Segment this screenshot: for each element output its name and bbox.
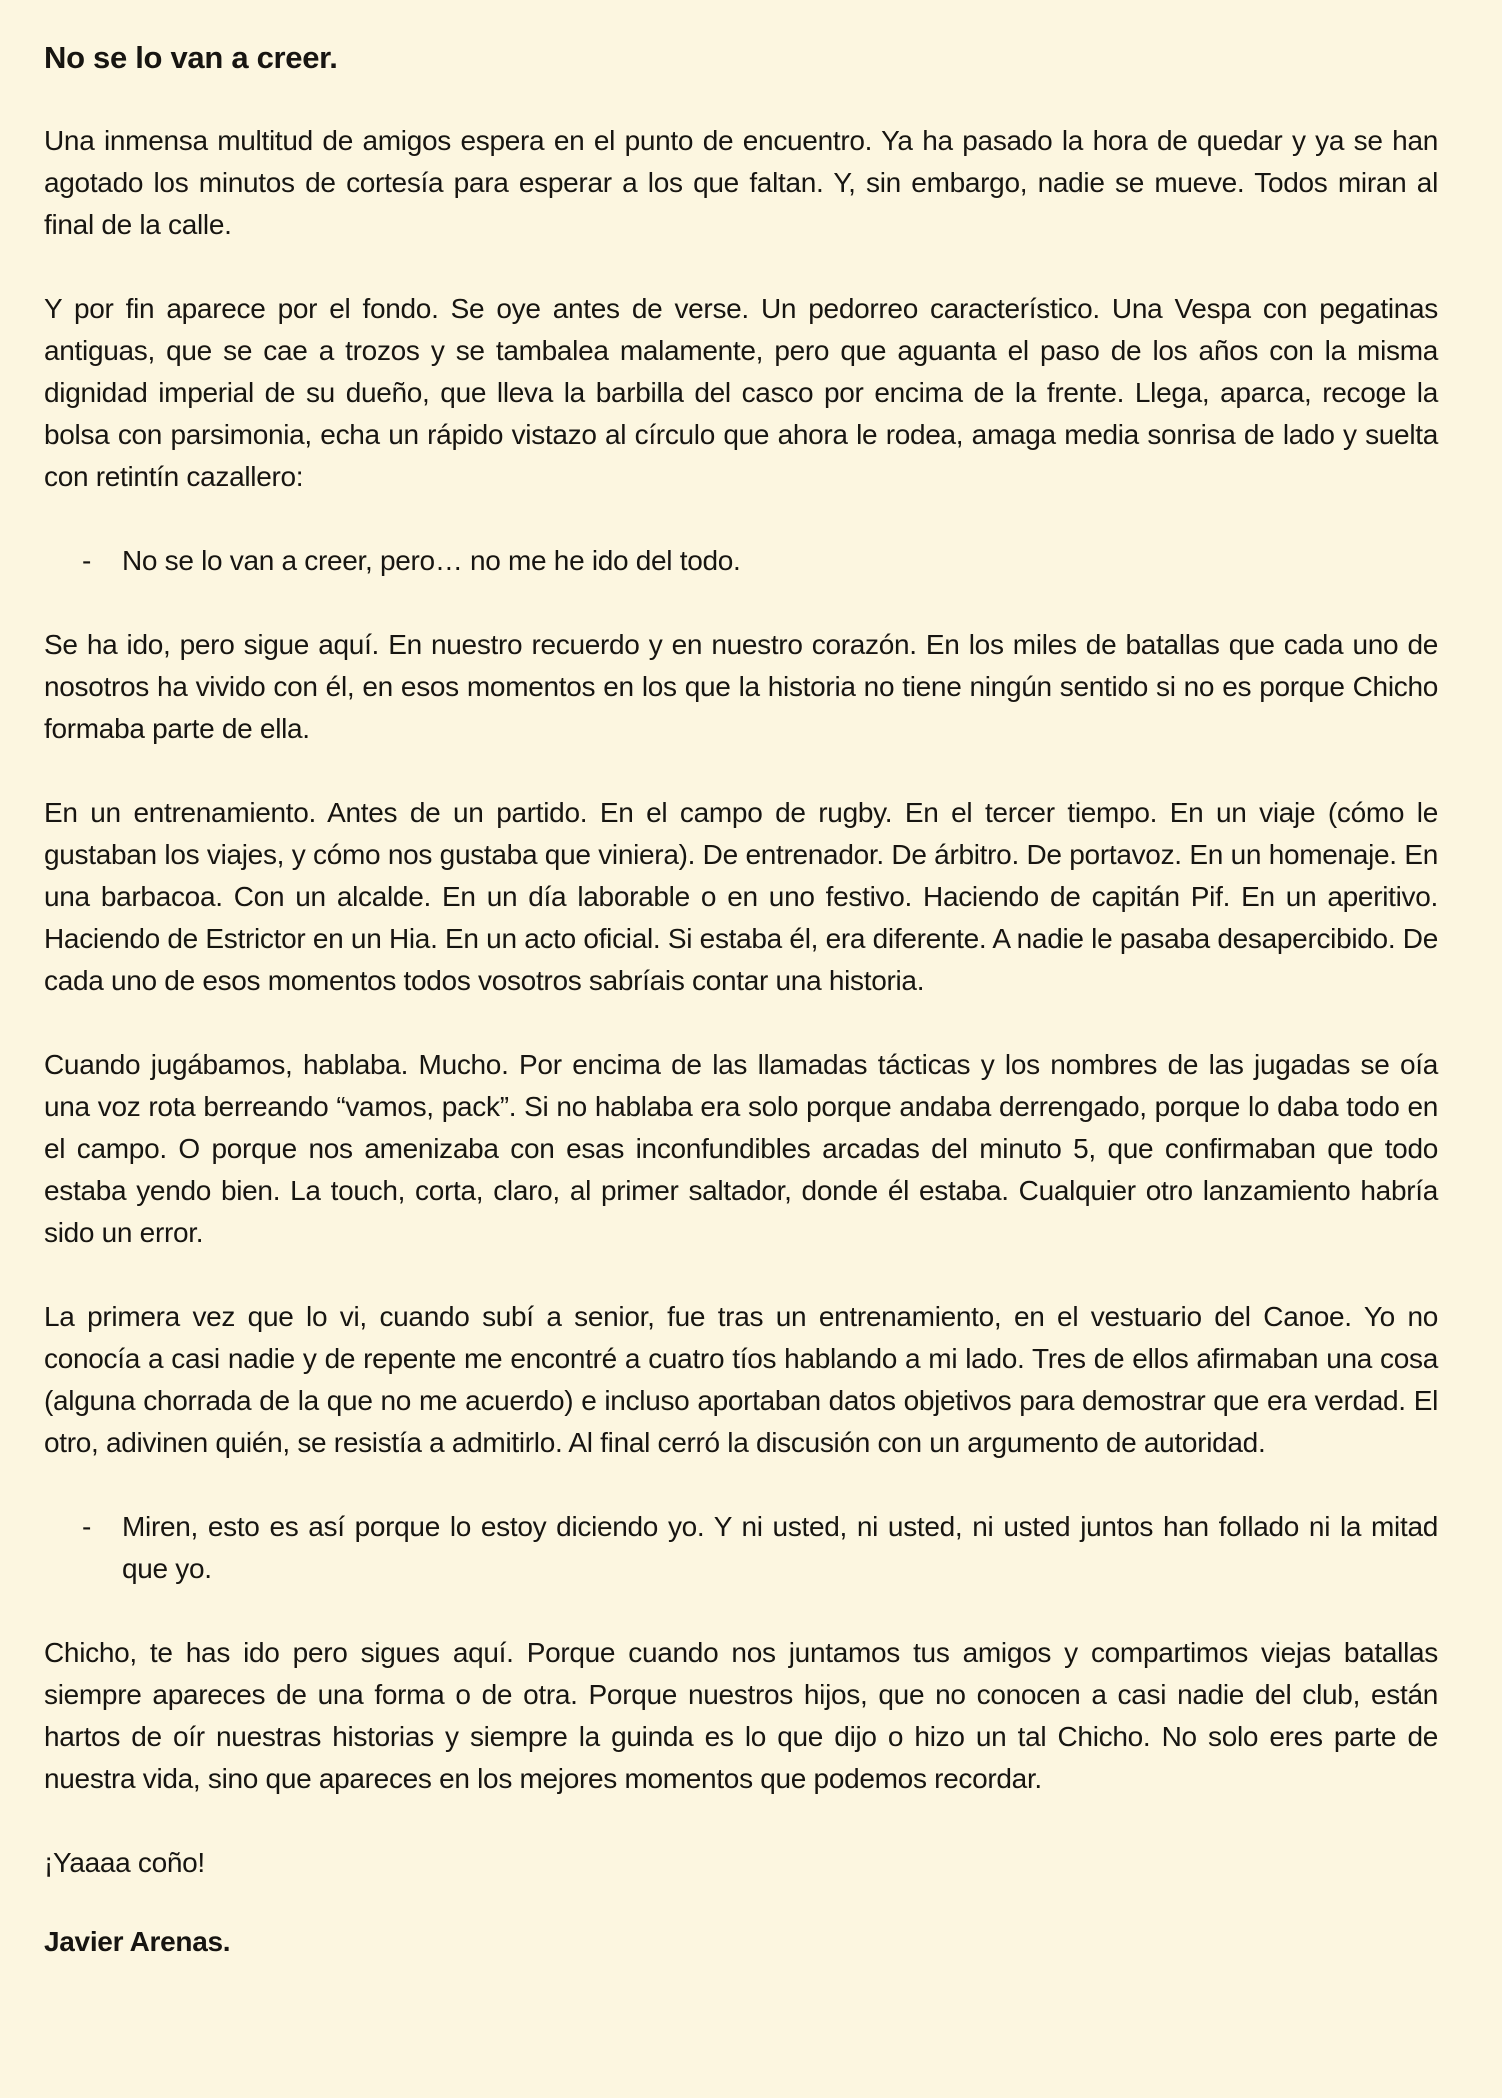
paragraph: Y por fin aparece por el fondo. Se oye antes de verse. Un pedorreo característico. Una Vespa con pegatinas antiguas, que se cae a trozos y se tambalea malamente, pero que aguanta el paso de los años con la misma dignidad imperial de su dueño, que lleva la barbilla del casco por encima de la frente. Llega, aparca, recoge la bolsa con parsimonia, echa un rápido vistazo al círculo que ahora le rodea, amaga media sonrisa de lado y suelta con retintín cazallero:	[44, 293, 1438, 492]
signature: Javier Arenas.	[44, 1926, 231, 1957]
document-body	[44, 120, 1438, 1958]
paragraph: La primera vez que lo vi, cuando subí a senior, fue tras un entrenamiento, en el vestuario del Canoe. Yo no conocía a casi nadie y de repente me encontré a cuatro tíos hablando a mi lado. Tres de ellos afirmaban una cosa (alguna chorrada de la que no me acuerdo) e incluso aportaban datos objetivos para demostrar que era verdad. El otro, adivinen quién, se resistía a admitirlo. Al final cerró la discusión con un argumento de autoridad.	[44, 1301, 1438, 1458]
bullet-dash: -	[82, 545, 92, 576]
paragraph: Se ha ido, pero sigue aquí. En nuestro recuerdo y en nuestro corazón. En los miles de batallas que cada uno de nosotros ha vivido con él, en esos momentos en los que la historia no tiene ningún sentido si no es porque Chicho formaba parte de ella.	[44, 629, 1438, 744]
quoted-dialogue-text: No se lo van a creer, pero… no me he ido del todo.	[122, 545, 741, 576]
document-title: No se lo van a creer.	[44, 40, 338, 75]
quoted-dialogue-text: Miren, esto es así porque lo estoy diciendo yo. Y ni usted, ni usted, ni usted juntos han follado ni la mitad que yo.	[122, 1511, 1438, 1584]
paragraph: Una inmensa multitud de amigos espera en el punto de encuentro. Ya ha pasado la hora de quedar y ya se han agotado los minutos de cortesía para esperar a los que faltan. Y, sin embargo, nadie se mueve. Todos miran al final de la calle.	[44, 125, 1438, 240]
quoted-dialogue-line	[44, 540, 1438, 582]
paragraph: Chicho, te has ido pero sigues aquí. Porque cuando nos juntamos tus amigos y compartimos viejas batallas siempre apareces de una forma o de otra. Porque nuestros hijos, que no conocen a casi nadie del club, están hartos de oír nuestras historias y siempre la guinda es lo que dijo o hizo un tal Chicho. No solo eres parte de nuestra vida, sino que apareces en los mejores momentos que podemos recordar.	[44, 1637, 1438, 1794]
paragraph: En un entrenamiento. Antes de un partido. En el campo de rugby. En el tercer tiempo. En un viaje (cómo le gustaban los viajes, y cómo nos gustaba que viniera). De entrenador. De árbitro. De portavoz. En un homenaje. En una barbacoa. Con un alcalde. En un día laborable o en uno festivo. Haciendo de capitán Pif. En un aperitivo. Haciendo de Estrictor en un Hia. En un acto oficial. Si estaba él, era diferente. A nadie le pasaba desapercibido. De cada uno de esos momentos todos vosotros sabríais contar una historia.	[44, 797, 1438, 996]
paragraph: Cuando jugábamos, hablaba. Mucho. Por encima de las llamadas tácticas y los nombres de las jugadas se oía una voz rota berreando “vamos, pack”. Si no hablaba era solo porque andaba derrengado, porque lo daba todo en el campo. O porque nos amenizaba con esas inconfundibles arcadas del minuto 5, que confirmaban que todo estaba yendo bien. La touch, corta, claro, al primer saltador, donde él estaba. Cualquier otro lanzamiento habría sido un error.	[44, 1049, 1438, 1248]
quoted-dialogue-line	[44, 1506, 1438, 1590]
paragraph: ¡Yaaaa coño!	[44, 1847, 205, 1878]
bullet-dash: -	[82, 1511, 92, 1542]
